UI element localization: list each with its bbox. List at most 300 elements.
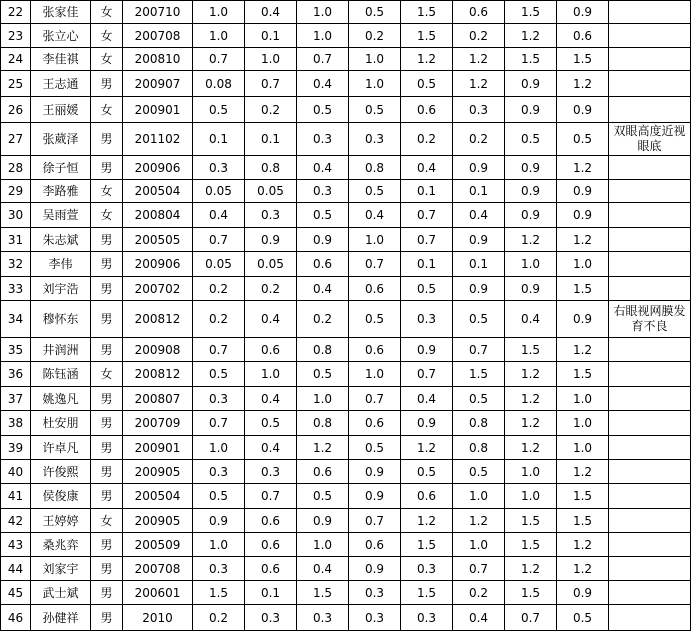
value-6: 0.7 [453,338,505,362]
student-sex: 男 [91,436,123,460]
value-7: 0.9 [505,180,557,203]
value-8: 1.2 [557,156,609,180]
value-1: 0.3 [193,557,245,581]
student-sex: 女 [91,362,123,387]
birth-month: 200810 [123,48,193,71]
value-7: 0.9 [505,97,557,123]
birth-month: 200509 [123,533,193,557]
value-2: 0.05 [245,252,297,277]
value-6: 0.8 [453,436,505,460]
value-7: 1.2 [505,228,557,252]
value-3: 1.0 [297,1,349,24]
student-sex: 男 [91,533,123,557]
value-3: 0.2 [297,301,349,338]
student-sex: 男 [91,252,123,277]
table-row [1,97,691,123]
value-6: 0.1 [453,252,505,277]
remark [609,387,691,411]
value-2: 0.4 [245,387,297,411]
value-4: 0.7 [349,252,401,277]
value-1: 1.0 [193,24,245,48]
remark: 双眼高度近视眼底 [609,123,691,156]
value-5: 0.1 [401,180,453,203]
row-number: 38 [1,411,31,436]
birth-month: 200812 [123,301,193,338]
value-7: 1.5 [505,509,557,533]
student-name: 桑兆弈 [31,533,91,557]
table-body [1,1,691,631]
row-number: 44 [1,557,31,581]
value-5: 0.5 [401,71,453,97]
value-2: 0.3 [245,203,297,228]
value-7: 1.0 [505,460,557,484]
table-row [1,228,691,252]
value-4: 0.3 [349,581,401,605]
remark [609,338,691,362]
table-row [1,387,691,411]
student-name: 王丽媛 [31,97,91,123]
student-name: 张立心 [31,24,91,48]
value-7: 1.2 [505,411,557,436]
value-2: 0.4 [245,301,297,338]
value-1: 0.4 [193,203,245,228]
row-number: 39 [1,436,31,460]
value-4: 0.3 [349,123,401,156]
student-sex: 男 [91,460,123,484]
birth-month: 200708 [123,24,193,48]
value-6: 1.0 [453,484,505,509]
student-sex: 男 [91,71,123,97]
value-4: 0.5 [349,301,401,338]
table-row [1,338,691,362]
value-4: 0.7 [349,509,401,533]
value-1: 0.9 [193,509,245,533]
value-7: 0.7 [505,605,557,631]
student-name: 王志通 [31,71,91,97]
value-5: 0.9 [401,411,453,436]
value-3: 1.2 [297,436,349,460]
value-1: 1.0 [193,533,245,557]
birth-month: 200812 [123,362,193,387]
table-row [1,581,691,605]
value-2: 0.2 [245,277,297,301]
value-5: 0.5 [401,460,453,484]
value-5: 1.2 [401,509,453,533]
value-6: 0.5 [453,301,505,338]
value-8: 1.2 [557,533,609,557]
remark [609,509,691,533]
student-name: 穆怀东 [31,301,91,338]
value-1: 0.7 [193,48,245,71]
birth-month: 200807 [123,387,193,411]
student-sex: 女 [91,180,123,203]
value-8: 1.0 [557,252,609,277]
value-6: 0.7 [453,557,505,581]
student-sex: 男 [91,338,123,362]
row-number: 33 [1,277,31,301]
value-3: 0.7 [297,48,349,71]
row-number: 26 [1,97,31,123]
value-6: 0.6 [453,1,505,24]
value-5: 0.4 [401,387,453,411]
remark [609,581,691,605]
value-6: 0.2 [453,123,505,156]
value-1: 0.5 [193,484,245,509]
table-row [1,123,691,156]
value-5: 0.2 [401,123,453,156]
table-row [1,557,691,581]
value-5: 0.7 [401,362,453,387]
value-1: 0.5 [193,97,245,123]
row-number: 27 [1,123,31,156]
student-name: 李路雅 [31,180,91,203]
remark [609,97,691,123]
value-4: 0.7 [349,387,401,411]
value-3: 0.6 [297,252,349,277]
value-8: 0.9 [557,301,609,338]
value-1: 1.5 [193,581,245,605]
birth-month: 200906 [123,156,193,180]
value-4: 0.8 [349,156,401,180]
value-5: 0.3 [401,605,453,631]
value-3: 0.4 [297,156,349,180]
value-2: 0.3 [245,605,297,631]
row-number: 40 [1,460,31,484]
table-row [1,48,691,71]
value-7: 0.9 [505,156,557,180]
row-number: 45 [1,581,31,605]
value-4: 0.4 [349,203,401,228]
value-6: 0.9 [453,156,505,180]
value-8: 1.5 [557,48,609,71]
row-number: 31 [1,228,31,252]
value-2: 0.4 [245,1,297,24]
value-5: 0.1 [401,252,453,277]
value-3: 0.4 [297,277,349,301]
value-2: 0.6 [245,557,297,581]
value-6: 1.2 [453,71,505,97]
student-sex: 男 [91,484,123,509]
student-name: 侯俊康 [31,484,91,509]
value-4: 0.9 [349,460,401,484]
table-row [1,436,691,460]
value-7: 1.5 [505,48,557,71]
value-1: 0.3 [193,387,245,411]
student-name: 张葳泽 [31,123,91,156]
value-8: 1.2 [557,338,609,362]
student-name: 刘宇浩 [31,277,91,301]
table-row [1,180,691,203]
table-row [1,509,691,533]
row-number: 35 [1,338,31,362]
value-2: 0.4 [245,436,297,460]
remark [609,411,691,436]
value-2: 0.1 [245,581,297,605]
value-5: 0.4 [401,156,453,180]
value-3: 1.0 [297,24,349,48]
value-3: 0.3 [297,123,349,156]
value-4: 0.9 [349,484,401,509]
value-2: 0.6 [245,338,297,362]
birth-month: 200709 [123,411,193,436]
value-7: 0.9 [505,71,557,97]
value-4: 0.5 [349,97,401,123]
table-row [1,533,691,557]
value-6: 1.5 [453,362,505,387]
value-2: 0.3 [245,460,297,484]
value-7: 1.2 [505,362,557,387]
student-sex: 男 [91,277,123,301]
remark [609,24,691,48]
value-3: 0.5 [297,484,349,509]
value-1: 0.2 [193,605,245,631]
row-number: 46 [1,605,31,631]
birth-month: 200804 [123,203,193,228]
value-7: 0.9 [505,203,557,228]
remark [609,203,691,228]
value-6: 0.9 [453,277,505,301]
row-number: 29 [1,180,31,203]
value-3: 0.9 [297,228,349,252]
birth-month: 200901 [123,436,193,460]
value-8: 0.6 [557,24,609,48]
student-name: 许俊熙 [31,460,91,484]
value-1: 1.0 [193,436,245,460]
value-5: 0.7 [401,228,453,252]
value-5: 0.5 [401,277,453,301]
value-2: 0.6 [245,533,297,557]
value-6: 0.3 [453,97,505,123]
student-name: 张家佳 [31,1,91,24]
value-1: 0.5 [193,362,245,387]
value-8: 1.5 [557,484,609,509]
table-row [1,301,691,338]
value-4: 0.6 [349,338,401,362]
value-7: 0.5 [505,123,557,156]
remark [609,605,691,631]
value-5: 0.7 [401,203,453,228]
value-5: 0.9 [401,338,453,362]
value-2: 0.9 [245,228,297,252]
student-name: 陈钰涵 [31,362,91,387]
birth-month: 200601 [123,581,193,605]
value-7: 1.5 [505,1,557,24]
row-number: 34 [1,301,31,338]
value-1: 0.1 [193,123,245,156]
value-6: 0.4 [453,203,505,228]
student-name: 武士斌 [31,581,91,605]
student-sex: 男 [91,123,123,156]
value-3: 1.0 [297,533,349,557]
remark [609,71,691,97]
row-number: 36 [1,362,31,387]
student-name: 井润洲 [31,338,91,362]
value-3: 0.4 [297,71,349,97]
value-1: 0.7 [193,338,245,362]
remark [609,460,691,484]
value-4: 0.3 [349,605,401,631]
remark [609,180,691,203]
student-sex: 女 [91,203,123,228]
row-number: 25 [1,71,31,97]
value-4: 0.5 [349,180,401,203]
remark [609,252,691,277]
value-3: 0.5 [297,203,349,228]
birth-month: 200906 [123,252,193,277]
value-6: 0.9 [453,228,505,252]
value-8: 1.0 [557,436,609,460]
birth-month: 200708 [123,557,193,581]
student-name: 李伟 [31,252,91,277]
value-8: 0.9 [557,97,609,123]
student-sex: 女 [91,48,123,71]
value-2: 0.5 [245,411,297,436]
value-1: 0.05 [193,252,245,277]
value-1: 0.08 [193,71,245,97]
remark [609,228,691,252]
value-5: 1.5 [401,1,453,24]
table-row [1,362,691,387]
birth-month: 200907 [123,71,193,97]
remark [609,277,691,301]
student-sex: 男 [91,411,123,436]
value-3: 1.5 [297,581,349,605]
value-8: 1.5 [557,277,609,301]
value-4: 1.0 [349,71,401,97]
value-3: 0.4 [297,557,349,581]
value-7: 1.0 [505,252,557,277]
table-row [1,156,691,180]
remark [609,533,691,557]
value-3: 0.8 [297,338,349,362]
value-1: 0.7 [193,228,245,252]
value-4: 0.5 [349,436,401,460]
value-5: 0.3 [401,301,453,338]
table-row [1,1,691,24]
value-2: 0.7 [245,71,297,97]
student-sex: 男 [91,301,123,338]
value-8: 1.0 [557,387,609,411]
value-5: 0.3 [401,557,453,581]
row-number: 28 [1,156,31,180]
value-3: 0.5 [297,97,349,123]
birth-month: 200901 [123,97,193,123]
remark [609,362,691,387]
value-1: 0.3 [193,460,245,484]
value-3: 0.8 [297,411,349,436]
remark [609,48,691,71]
value-1: 0.3 [193,156,245,180]
row-number: 22 [1,1,31,24]
row-number: 30 [1,203,31,228]
value-4: 0.6 [349,277,401,301]
remark [609,1,691,24]
table-row [1,203,691,228]
value-5: 1.5 [401,24,453,48]
value-2: 0.05 [245,180,297,203]
value-2: 0.7 [245,484,297,509]
value-8: 1.2 [557,557,609,581]
student-sex: 女 [91,24,123,48]
table-row [1,484,691,509]
value-1: 0.05 [193,180,245,203]
student-sex: 男 [91,581,123,605]
value-2: 1.0 [245,362,297,387]
student-name: 刘家宇 [31,557,91,581]
value-6: 1.2 [453,48,505,71]
value-7: 1.5 [505,581,557,605]
row-number: 42 [1,509,31,533]
value-2: 0.2 [245,97,297,123]
remark: 右眼视网膜发育不良 [609,301,691,338]
value-5: 1.5 [401,581,453,605]
remark [609,156,691,180]
value-6: 0.2 [453,581,505,605]
student-sex: 男 [91,387,123,411]
table-row [1,460,691,484]
remark [609,436,691,460]
student-name: 朱志斌 [31,228,91,252]
remark [609,557,691,581]
birth-month: 200702 [123,277,193,301]
student-name: 孙健祥 [31,605,91,631]
value-7: 0.4 [505,301,557,338]
value-6: 0.2 [453,24,505,48]
value-7: 1.2 [505,387,557,411]
value-1: 1.0 [193,1,245,24]
value-6: 0.5 [453,460,505,484]
value-4: 0.6 [349,411,401,436]
value-6: 0.8 [453,411,505,436]
value-8: 0.9 [557,180,609,203]
student-name: 徐子恒 [31,156,91,180]
value-1: 0.2 [193,277,245,301]
value-6: 1.0 [453,533,505,557]
value-8: 1.2 [557,71,609,97]
value-3: 0.9 [297,509,349,533]
value-7: 1.2 [505,557,557,581]
student-sex: 女 [91,97,123,123]
value-4: 1.0 [349,362,401,387]
table-row [1,277,691,301]
value-8: 1.5 [557,509,609,533]
row-number: 32 [1,252,31,277]
value-7: 1.5 [505,533,557,557]
value-6: 1.2 [453,509,505,533]
birth-month: 201102 [123,123,193,156]
birth-month: 200908 [123,338,193,362]
value-3: 0.5 [297,362,349,387]
value-2: 0.6 [245,509,297,533]
value-7: 1.2 [505,24,557,48]
value-5: 1.2 [401,436,453,460]
table-row [1,605,691,631]
value-8: 0.9 [557,1,609,24]
value-2: 0.1 [245,24,297,48]
value-8: 1.2 [557,460,609,484]
remark [609,484,691,509]
row-number: 23 [1,24,31,48]
table-row [1,252,691,277]
birth-month: 200504 [123,484,193,509]
value-4: 0.2 [349,24,401,48]
value-6: 0.4 [453,605,505,631]
value-2: 0.8 [245,156,297,180]
student-sex: 男 [91,228,123,252]
student-sex: 男 [91,605,123,631]
value-8: 1.5 [557,362,609,387]
row-number: 24 [1,48,31,71]
